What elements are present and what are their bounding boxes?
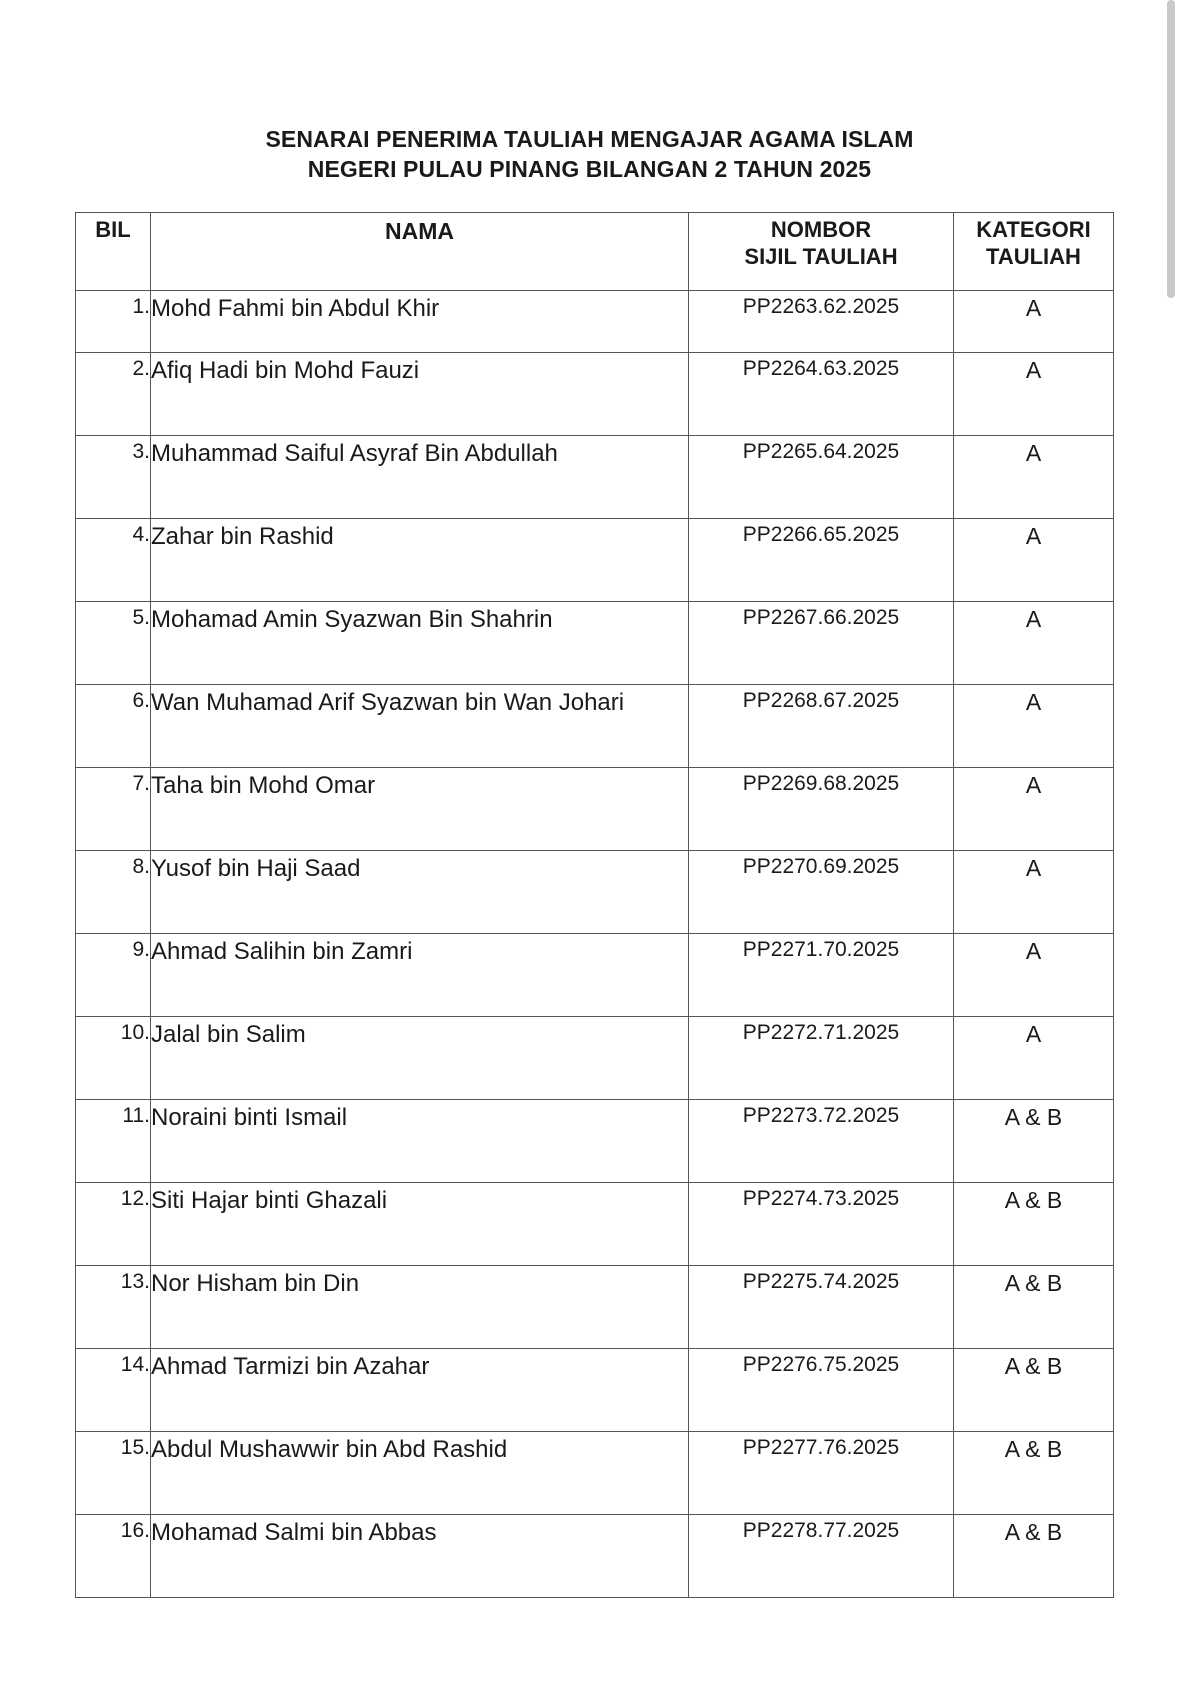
table-row (76, 768, 1114, 851)
cell-kategori: A & B (954, 1266, 1114, 1349)
cell-kategori: A (954, 934, 1114, 1017)
cell-kategori: A & B (954, 1349, 1114, 1432)
cell-nama: Jalal bin Salim (151, 1017, 689, 1100)
table-body (76, 291, 1114, 1598)
cell-bil: 3. (76, 436, 151, 519)
cell-nama: Noraini binti Ismail (151, 1100, 689, 1183)
table-row (76, 851, 1114, 934)
table-header (76, 213, 1114, 291)
cell-bil: 5. (76, 602, 151, 685)
cell-kategori: A (954, 353, 1114, 436)
table-row (76, 1100, 1114, 1183)
cell-bil: 2. (76, 353, 151, 436)
table-row (76, 602, 1114, 685)
cell-nombor: PP2267.66.2025 (689, 602, 954, 685)
cell-bil: 14. (76, 1349, 151, 1432)
cell-kategori: A (954, 685, 1114, 768)
header-kategori (954, 213, 1114, 291)
cell-kategori: A & B (954, 1183, 1114, 1266)
cell-kategori: A & B (954, 1100, 1114, 1183)
table-row (76, 685, 1114, 768)
cell-nombor: PP2266.65.2025 (689, 519, 954, 602)
cell-nombor: PP2274.73.2025 (689, 1183, 954, 1266)
cell-kategori: A (954, 436, 1114, 519)
cell-nombor: PP2264.63.2025 (689, 353, 954, 436)
cell-kategori: A & B (954, 1515, 1114, 1598)
cell-nama: Muhammad Saiful Asyraf Bin Abdullah (151, 436, 689, 519)
cell-nombor: PP2270.69.2025 (689, 851, 954, 934)
cell-bil: 1. (76, 291, 151, 353)
cell-bil: 9. (76, 934, 151, 1017)
cell-nama: Siti Hajar binti Ghazali (151, 1183, 689, 1266)
table-row (76, 1432, 1114, 1515)
document-title (0, 124, 1179, 184)
cell-nombor: PP2263.62.2025 (689, 291, 954, 353)
cell-kategori: A (954, 291, 1114, 353)
cell-bil: 6. (76, 685, 151, 768)
cell-nama: Wan Muhamad Arif Syazwan bin Wan Johari (151, 685, 689, 768)
cell-bil: 13. (76, 1266, 151, 1349)
header-nama: NAMA (151, 213, 689, 291)
cell-nombor: PP2277.76.2025 (689, 1432, 954, 1515)
cell-kategori: A (954, 519, 1114, 602)
cell-kategori: A (954, 602, 1114, 685)
cell-nombor: PP2269.68.2025 (689, 768, 954, 851)
table-row (76, 934, 1114, 1017)
cell-bil: 11. (76, 1100, 151, 1183)
cell-nama: Afiq Hadi bin Mohd Fauzi (151, 353, 689, 436)
table-row (76, 291, 1114, 353)
cell-nama: Abdul Mushawwir bin Abd Rashid (151, 1432, 689, 1515)
cell-nama: Nor Hisham bin Din (151, 1266, 689, 1349)
cell-bil: 8. (76, 851, 151, 934)
cell-bil: 12. (76, 1183, 151, 1266)
cell-bil: 15. (76, 1432, 151, 1515)
cell-kategori: A (954, 768, 1114, 851)
header-bil: BIL (76, 213, 151, 291)
table-row (76, 519, 1114, 602)
cell-nama: Mohamad Amin Syazwan Bin Shahrin (151, 602, 689, 685)
header-nombor-line-2: SIJIL TAULIAH (744, 244, 898, 269)
cell-kategori: A & B (954, 1432, 1114, 1515)
table-row (76, 1183, 1114, 1266)
cell-nombor: PP2268.67.2025 (689, 685, 954, 768)
header-kategori-line-2: TAULIAH (986, 244, 1081, 269)
cell-nama: Ahmad Salihin bin Zamri (151, 934, 689, 1017)
cell-nombor: PP2271.70.2025 (689, 934, 954, 1017)
table-row (76, 353, 1114, 436)
cell-kategori: A (954, 1017, 1114, 1100)
cell-bil: 7. (76, 768, 151, 851)
table-row (76, 1515, 1114, 1598)
recipients-table (75, 212, 1114, 1598)
cell-nombor: PP2273.72.2025 (689, 1100, 954, 1183)
cell-nombor: PP2272.71.2025 (689, 1017, 954, 1100)
cell-nama: Zahar bin Rashid (151, 519, 689, 602)
cell-kategori: A (954, 851, 1114, 934)
cell-nombor: PP2276.75.2025 (689, 1349, 954, 1432)
cell-nama: Ahmad Tarmizi bin Azahar (151, 1349, 689, 1432)
cell-nombor: PP2275.74.2025 (689, 1266, 954, 1349)
header-nombor-line-1: NOMBOR (770, 217, 872, 242)
table-row (76, 1266, 1114, 1349)
cell-nombor: PP2278.77.2025 (689, 1515, 954, 1598)
cell-nama: Yusof bin Haji Saad (151, 851, 689, 934)
table-row (76, 436, 1114, 519)
cell-nama: Mohd Fahmi bin Abdul Khir (151, 291, 689, 353)
cell-bil: 16. (76, 1515, 151, 1598)
cell-nama: Mohamad Salmi bin Abbas (151, 1515, 689, 1598)
cell-bil: 4. (76, 519, 151, 602)
table-row (76, 1017, 1114, 1100)
header-kategori-line-1: KATEGORI (976, 217, 1091, 242)
header-row (76, 213, 1114, 291)
table-row (76, 1349, 1114, 1432)
cell-nombor: PP2265.64.2025 (689, 436, 954, 519)
title-line-2: NEGERI PULAU PINANG BILANGAN 2 TAHUN 2025 (307, 156, 872, 182)
cell-bil: 10. (76, 1017, 151, 1100)
title-line-1: SENARAI PENERIMA TAULIAH MENGAJAR AGAMA ISLAM (265, 126, 914, 152)
cell-nama: Taha bin Mohd Omar (151, 768, 689, 851)
header-nombor (689, 213, 954, 291)
